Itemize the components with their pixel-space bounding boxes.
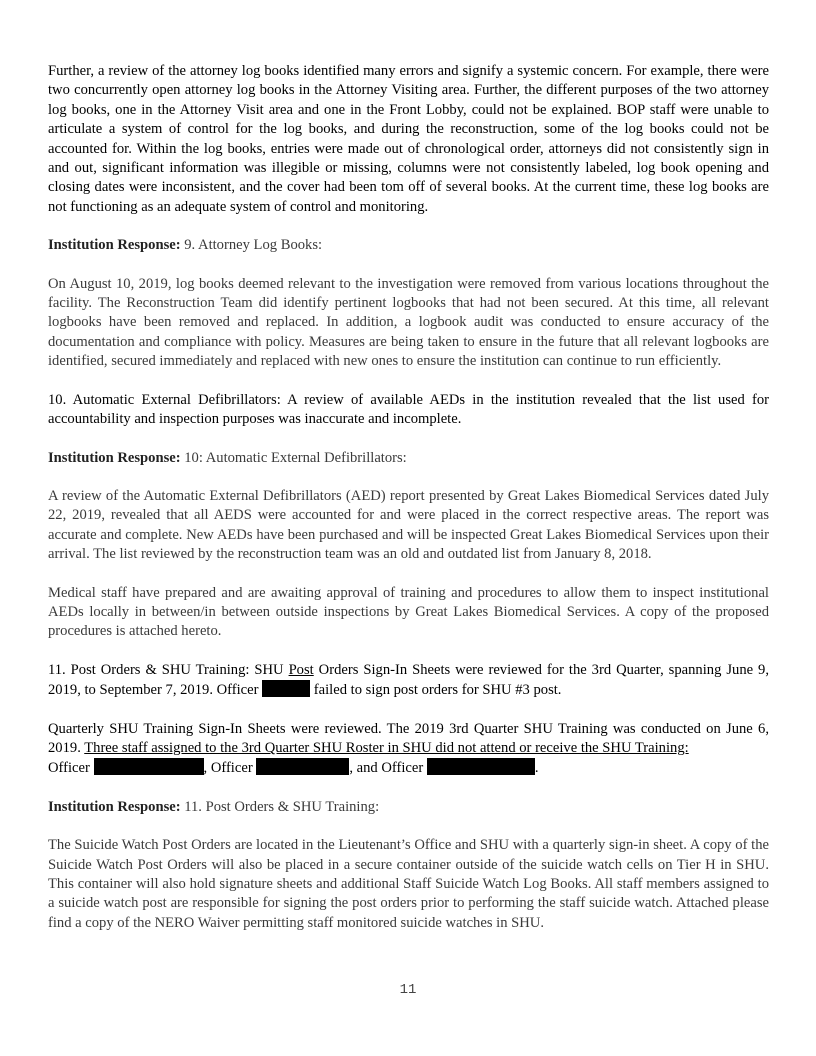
response-title: 11. Post Orders & SHU Training: (180, 798, 380, 815)
officer-label: Officer (48, 760, 94, 777)
document-page (48, 62, 769, 933)
training-end: . (534, 760, 539, 777)
redaction-box (256, 758, 349, 775)
response-label: Institution Response: (48, 798, 181, 815)
finding-11-training (48, 720, 769, 779)
response-9-heading (48, 236, 769, 255)
finding-10: 10. Automatic External Defibrillators: A review of available AEDs in the institution revealed that the list used for accountability and inspection purposes was inaccurate and incomplete. (48, 391, 769, 428)
redaction-box (427, 758, 535, 775)
response-10-body-1: A review of the Automatic External Defibrillators (AED) report presented by Great Lakes Biomedical Services dated July 22, 2019, revealed that all AEDS were accounted for and were placed in the correct respective areas. The report was accurate and complete. New AEDs have been purchased and will be inspected Great Lakes Biomedical Services upon their arrival. The list reviewed by the reconstruction team was an old and outdated list from January 8, 2018. (48, 487, 769, 563)
intro-paragraph: Further, a review of the attorney log books identified many errors and signify a systemic concern. For example, there were two concurrently open attorney log books in the Attorney Visiting area. Further, the different purposes of the two attorney log books, one in the Attorney Visit area and one in the Front Lobby, could not be explained. BOP staff were unable to articulate a system of control for the log books, and during the reconstruction, some of the log books could not be accounted for. Within the log books, entries were made out of chronological order, attorneys did not consistently sign in and out, significant information was illegible or missing, columns were not consistently labeled, log book opening and closing dates were inconsistent, and the cover had been tom off of several books. At the current time, these log books are not functioning as an adequate system of control and monitoring. (48, 63, 769, 215)
finding-11-text: Orders Sign-In Sheets were reviewed for the 3rd Quarter, spanning June 9, 2019, to September 7, 2019. Officer (48, 661, 769, 699)
officer-label: , and Officer (349, 760, 427, 777)
officer-label: , Officer (203, 760, 257, 777)
response-9-body: On August 10, 2019, log books deemed relevant to the investigation were removed from various locations throughout the facility. The Reconstruction Team did identify pertinent logbooks that had not been secured. At this time, all relevant logbooks have been removed and replaced. In addition, a logbook audit was conducted to ensure accuracy of the documentation and compliance with policy. Measures are being taken to ensure in the future that all relevant logbooks are identified, secured immediately and replaced with new ones to ensure the institution can continue to run efficiently. (48, 275, 769, 370)
finding-11-text: failed to sign post orders for SHU #3 post. (310, 682, 562, 699)
finding-11-underlined: Post (288, 661, 314, 678)
training-underlined: Three staff assigned to the 3rd Quarter SHU Roster in SHU did not attend or receive the SHU Training: (84, 739, 689, 756)
finding-11 (48, 661, 769, 701)
response-label: Institution Response: (48, 449, 181, 466)
finding-11-text: 11. Post Orders & SHU Training: SHU (48, 661, 289, 678)
response-11-body: The Suicide Watch Post Orders are located in the Lieutenant’s Office and SHU with a quarterly sign-in sheet. A copy of the Suicide Watch Post Orders will also be placed in a secure container outside of the suicide watch cells on Tier H in SHU. This container will also hold signature sheets and additional Staff Suicide Watch Log Books. All staff members assigned to a suicide watch post are responsible for signing the post orders prior to performing the staff suicide watch. Attached please find a copy of the NERO Waiver permitting staff monitored suicide watches in SHU. (48, 837, 769, 931)
response-11-heading (48, 798, 769, 817)
redaction-box (94, 758, 204, 775)
response-label: Institution Response: (48, 237, 181, 254)
response-10-body-2: Medical staff have prepared and are awaiting approval of training and procedures to allow them to inspect institutional AEDs locally in between/in between outside inspections by Great Lakes Biomedical Services. A copy of the proposed procedures is attached hereto. (48, 584, 769, 640)
redaction-box (262, 680, 310, 697)
response-10-heading (48, 449, 769, 468)
training-text: Quarterly SHU Training Sign-In Sheets were reviewed. The 2019 3rd Quarter SHU Training was conducted on June 6, 2019. (48, 720, 769, 756)
response-title: 10: Automatic External Defibrillators: (180, 449, 407, 466)
page-number: 11 (399, 982, 417, 998)
response-title: 9. Attorney Log Books: (180, 237, 323, 254)
